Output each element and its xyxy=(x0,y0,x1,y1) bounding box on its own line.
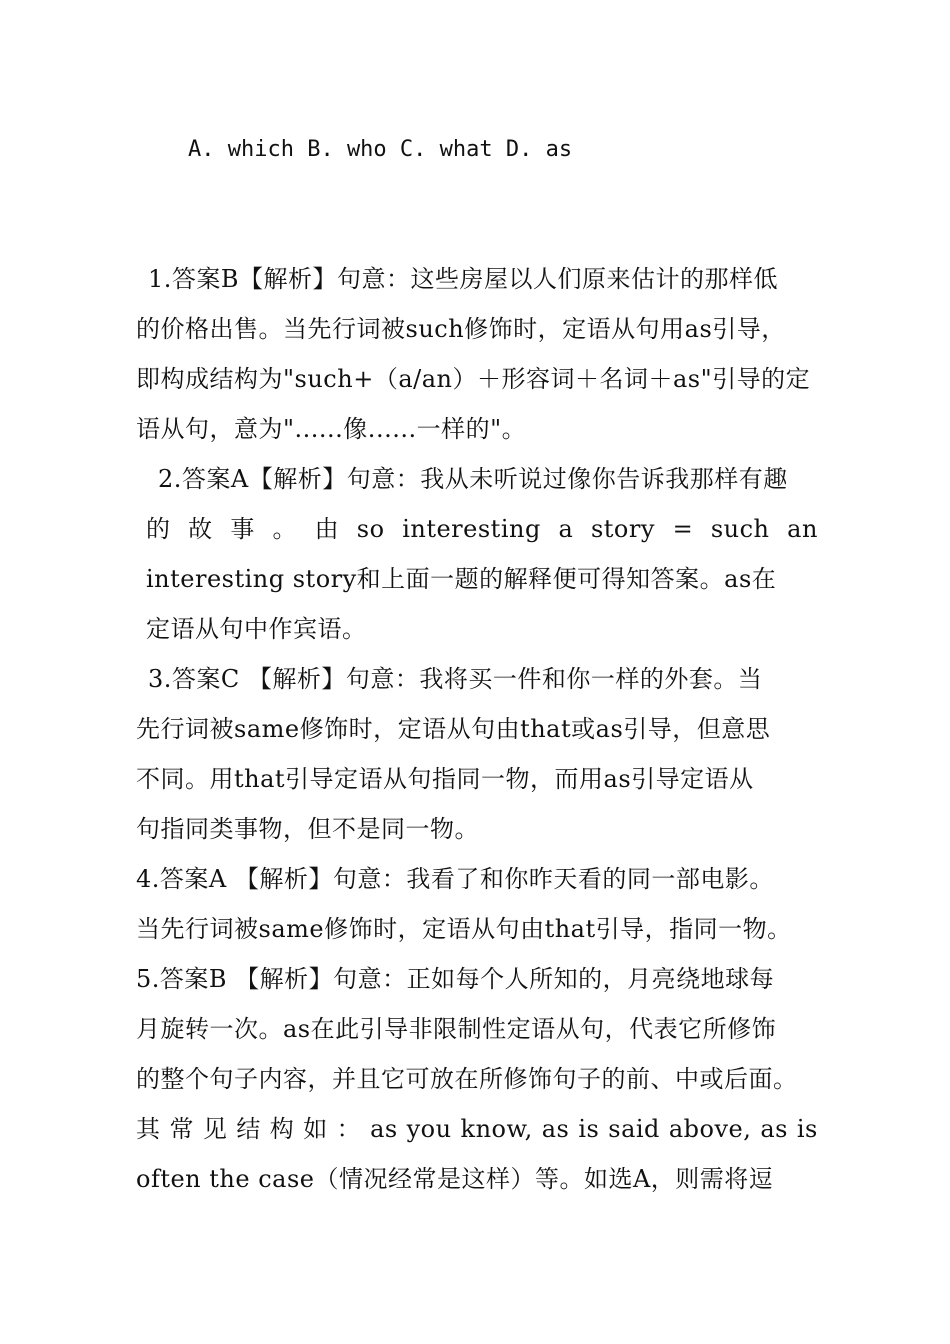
answer-3-line-2: 先行词被same修饰时，定语从句由that或as引导，但意思 xyxy=(136,715,771,743)
word: 故 xyxy=(188,515,213,543)
word: said xyxy=(608,1115,660,1143)
answer-3-line-4: 句指同类事物，但不是同一物。 xyxy=(136,815,479,843)
word: 事 xyxy=(230,515,255,543)
word: is xyxy=(796,1115,818,1143)
word: 构 xyxy=(269,1115,295,1143)
word: as xyxy=(541,1115,570,1143)
answer-1-line-2: 的价格出售。当先行词被such修饰时，定语从句用as引导， xyxy=(136,315,786,343)
answer-explanations xyxy=(136,254,818,1204)
word: = xyxy=(672,515,694,543)
word: you xyxy=(406,1115,452,1143)
word: as xyxy=(760,1115,788,1143)
word: a xyxy=(558,515,574,543)
word: 如 xyxy=(303,1115,328,1143)
answer-2-line-2 xyxy=(136,504,818,554)
answer-1-line-4: 语从句，意为"......像......一样的"。 xyxy=(136,415,527,443)
word: so xyxy=(356,515,385,543)
answer-1-line-1: 1.答案B【解析】句意：这些房屋以人们原来估计的那样低 xyxy=(148,265,779,293)
word: 其 xyxy=(136,1115,161,1143)
answer-5-line-3: 的整个句子内容，并且它可放在所修饰句子的前、中或后面。 xyxy=(136,1065,798,1093)
answer-options: A. which B. who C. what D. as xyxy=(188,137,573,162)
word: an xyxy=(787,515,818,543)
answer-1-line-3: 即构成结构为"such+（a/an）＋形容词＋名词＋as"引导的定 xyxy=(136,365,811,393)
word: interesting xyxy=(402,515,541,543)
answer-4-line-2: 当先行词被same修饰时，定语从句由that引导，指同一物。 xyxy=(136,915,792,943)
answer-5-line-1: 5.答案B 【解析】句意：正如每个人所知的，月亮绕地球每 xyxy=(136,965,775,993)
word: such xyxy=(710,515,770,543)
answer-2-line-1: 2.答案A【解析】句意：我从未听说过像你告诉我那样有趣 xyxy=(158,465,788,493)
answer-5-line-2: 月旋转一次。as在此引导非限制性定语从句，代表它所修饰 xyxy=(136,1015,777,1043)
answer-2-line-3: interesting story和上面一题的解释便可得知答案。as在 xyxy=(146,565,777,593)
answer-4-line-1: 4.答案A 【解析】句意：我看了和你昨天看的同一部电影。 xyxy=(136,865,774,893)
word: 由 xyxy=(314,515,340,543)
answer-3-line-3: 不同。用that引导定语从句指同一物，而用as引导定语从 xyxy=(136,765,754,793)
word: 见 xyxy=(202,1115,228,1143)
word: 结 xyxy=(236,1115,261,1143)
word: is xyxy=(578,1115,600,1143)
answer-5-line-4 xyxy=(136,1104,818,1154)
word: know, xyxy=(460,1115,533,1143)
word: above, xyxy=(668,1115,752,1143)
word: 常 xyxy=(169,1115,194,1143)
word: as xyxy=(370,1115,398,1143)
word: story xyxy=(590,515,655,543)
answer-5-line-5: often the case（情况经常是这样）等。如选A，则需将逗 xyxy=(136,1165,774,1193)
answer-3-line-1: 3.答案C 【解析】句意：我将买一件和你一样的外套。当 xyxy=(148,665,763,693)
word: ： xyxy=(336,1115,362,1143)
word: 的 xyxy=(146,515,171,543)
answer-2-line-4: 定语从句中作宾语。 xyxy=(146,615,367,643)
word: 。 xyxy=(272,515,297,543)
